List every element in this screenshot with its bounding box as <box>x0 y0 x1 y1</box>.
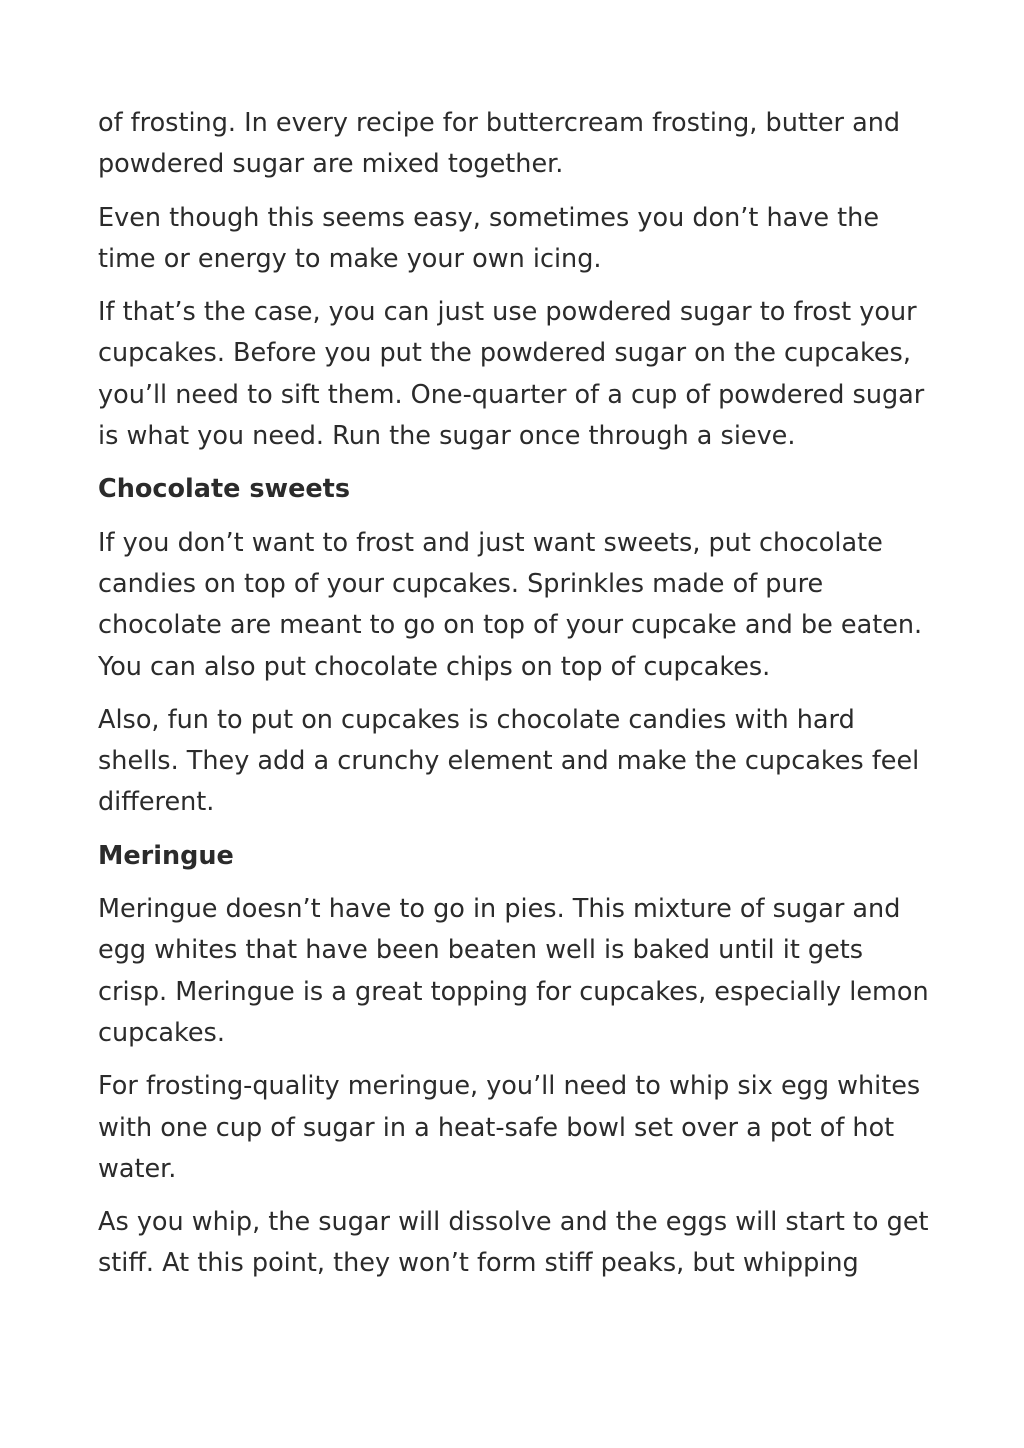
paragraph-hard-shells: Also, fun to put on cupcakes is chocolate candies with hard shells. They add a crunchy element and make the cupcakes feel different. <box>98 704 920 818</box>
paragraph-chocolate-candies: If you don’t want to frost and just want sweets, put chocolate candies on top of your cupcakes. Sprinkles made of pure chocolate are meant to go on top of your cupcake and be eaten. You can also put chocolate chips on top of cupcakes. <box>98 527 923 682</box>
paragraph-powdered-sugar: If that’s the case, you can just use powdered sugar to frost your cupcakes. Before you put the powdered sugar on the cupcakes, you’ll need to sift them. One-quarter of a cup of powdered sugar is what you need. Run the sugar once through a sieve. <box>98 297 925 452</box>
heading-meringue: Meringue <box>98 840 234 871</box>
heading-chocolate-sweets: Chocolate sweets <box>98 474 351 505</box>
paragraph-meringue-intro: Meringue doesn’t have to go in pies. This mixture of sugar and egg whites that have been beaten well is baked until it gets crisp. Meringue is a great topping for cupcakes, especially lemon cupcakes. <box>98 894 929 1048</box>
paragraph-meringue-method: For frosting-quality meringue, you’ll need to whip six egg whites with one cup of sugar in a heat-safe bowl set over a pot of hot water. <box>98 1071 921 1184</box>
paragraph-easy-icing: Even though this seems easy, sometimes you don’t have the time or energy to make your own icing. <box>98 202 880 274</box>
document-body <box>98 103 938 1297</box>
paragraph-frosting-intro: of frosting. In every recipe for buttercream frosting, butter and powdered sugar are mixed together. <box>98 108 901 180</box>
paragraph-meringue-whip: As you whip, the sugar will dissolve and the eggs will start to get stiff. At this point, they won’t form stiff peaks, but whipping <box>98 1207 929 1279</box>
